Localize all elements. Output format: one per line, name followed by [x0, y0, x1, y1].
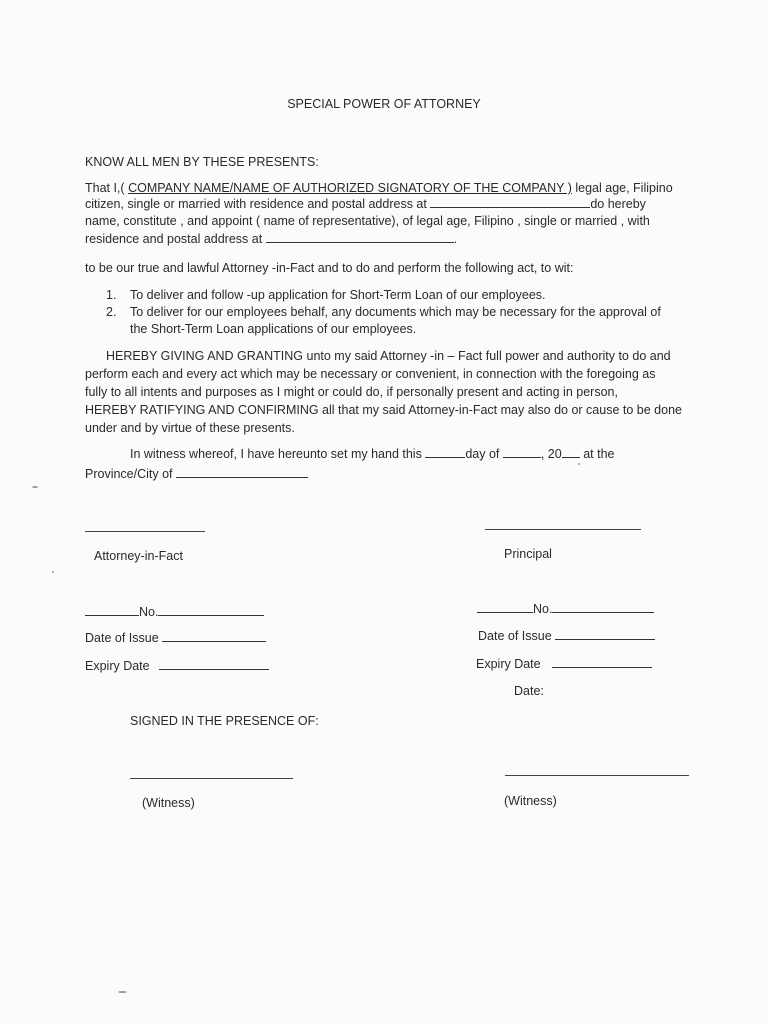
principal-label: Principal [504, 547, 552, 561]
granting-line-1: HEREBY GIVING AND GRANTING unto my said Attorney -in – Fact full power and authority to do and [106, 349, 671, 363]
know-all-heading: KNOW ALL MEN BY THESE PRESENTS: [85, 155, 319, 169]
scan-speck [118, 991, 127, 993]
p1-line1-b: legal age, Filipino [571, 181, 673, 195]
month-blank [503, 446, 541, 458]
province-blank [176, 466, 308, 478]
principal-id-type-blank [477, 601, 533, 613]
attorney-expiry-date-label: Expiry Date [85, 659, 150, 673]
granting-line-3: fully to all intents and purposes as I might or could do, if personally present and acting in person, [85, 385, 618, 399]
p1-line2-a: citizen, single or married with residence and postal address at [85, 197, 427, 211]
witness-d: at the [583, 447, 615, 461]
list-item-2-text: To deliver for our employees behalf, any documents which may be necessary for the approval of [130, 305, 661, 319]
list-item-1-text: To deliver and follow -up application for Short-Term Loan of our employees. [130, 288, 546, 302]
granting-line-4: HEREBY RATIFYING AND CONFIRMING all that my said Attorney-in-Fact may also do or cause to be done [85, 403, 682, 417]
attorney-expiry-date [85, 658, 269, 674]
attorney-id-no [85, 604, 264, 620]
residence-address-blank [430, 196, 590, 208]
witness-2-signature-line [505, 775, 689, 776]
principal-id-no [477, 601, 654, 617]
principal-expiry-date [476, 656, 652, 672]
principal-date-label: Date: [514, 684, 544, 698]
principal-expiry-date-blank [552, 656, 652, 668]
witness-1-signature-line [130, 778, 293, 779]
principal-signature-line [485, 529, 641, 530]
principal-date-of-issue-blank [555, 628, 655, 640]
attorney-date-of-issue [85, 630, 266, 646]
p1-line1-a: That I,( [85, 181, 129, 195]
p1-line1 [85, 180, 673, 196]
intro-act: to be our true and lawful Attorney -in-Fact and to do and perform the following act, to wit: [85, 261, 574, 275]
attorney-expiry-date-blank [159, 658, 269, 670]
scan-speck [578, 463, 580, 465]
list-item-1-number: 1. [106, 288, 117, 302]
company-name-field: COMPANY NAME/NAME OF AUTHORIZED SIGNATORY OF THE COMPANY ) [128, 181, 572, 195]
attorney-date-of-issue-blank [162, 630, 266, 642]
attorney-signature-line [85, 531, 205, 532]
day-blank [425, 446, 465, 458]
list-item-2-text-cont: the Short-Term Loan applications of our employees. [130, 322, 417, 336]
witness-1-label: (Witness) [142, 796, 195, 810]
scan-speck [52, 571, 54, 573]
principal-date-of-issue-label: Date of Issue [478, 629, 552, 643]
attorney-no-label: No. [139, 605, 159, 619]
granting-line-5: under and by virtue of these presents. [85, 421, 295, 435]
witness-a: In witness whereof, I have hereunto set my hand this [130, 447, 422, 461]
witness-b: day of [465, 447, 500, 461]
witness-2-label: (Witness) [504, 794, 557, 808]
document-title: SPECIAL POWER OF ATTORNEY [287, 97, 481, 111]
signed-presence-heading: SIGNED IN THE PRESENCE OF: [130, 714, 319, 728]
principal-id-number-blank [552, 601, 654, 613]
principal-expiry-date-label: Expiry Date [476, 657, 541, 671]
province-line [85, 466, 308, 482]
year-blank [562, 446, 580, 458]
attorney-id-type-blank [85, 604, 139, 616]
list-item-2-number: 2. [106, 305, 117, 319]
p1-line4-a: residence and postal address at [85, 232, 263, 246]
p1-line2 [85, 196, 646, 212]
attorney-id-number-blank [158, 604, 264, 616]
attorney-in-fact-label: Attorney-in-Fact [94, 549, 183, 563]
principal-no-label: No. [533, 602, 553, 616]
granting-line-2: perform each and every act which may be necessary or convenient, in connection with the foregoing as [85, 367, 656, 381]
p1-line4 [85, 231, 457, 247]
witness-c: , 20 [540, 447, 562, 461]
p1-line2-b: do hereby [590, 197, 646, 211]
witness-whereof-line [130, 446, 614, 462]
attorney-date-of-issue-label: Date of Issue [85, 631, 159, 645]
principal-date-of-issue [478, 628, 655, 644]
p1-line3: name, constitute , and appoint ( name of representative), of legal age, Filipino , single or married , with [85, 214, 650, 228]
representative-address-blank [266, 231, 454, 243]
scan-speck [32, 486, 38, 488]
p1-line4-b: . [453, 232, 458, 246]
province-label: Province/City of [85, 467, 173, 481]
